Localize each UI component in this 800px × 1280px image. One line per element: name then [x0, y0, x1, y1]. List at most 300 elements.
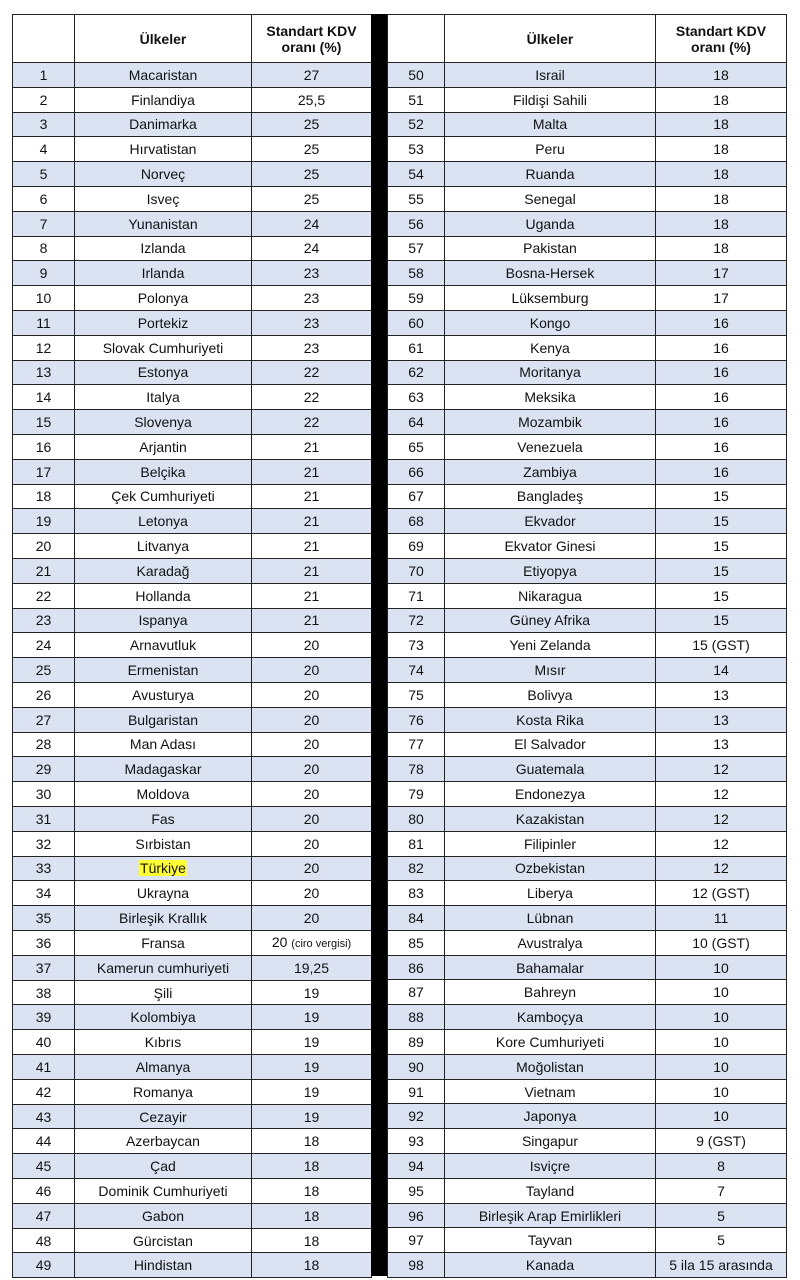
- table-row: [388, 1030, 787, 1055]
- country-cell: Senegal: [445, 186, 656, 211]
- rate-cell: [656, 1079, 787, 1104]
- table-row: [388, 534, 787, 559]
- table-row: [388, 410, 787, 435]
- rate-value: 16: [713, 364, 729, 381]
- country-cell: Fas: [75, 806, 252, 831]
- table-row: [13, 658, 372, 683]
- row-number: 70: [388, 558, 445, 583]
- table-row: [13, 385, 372, 410]
- country-cell: Ispanya: [75, 608, 252, 633]
- table-row: [388, 1079, 787, 1104]
- country-cell: Ukrayna: [75, 881, 252, 906]
- rate-cell: [252, 1104, 372, 1129]
- left-table-panel: [12, 14, 371, 1278]
- vat-table-right: [387, 14, 787, 1278]
- row-number: 54: [388, 162, 445, 187]
- country-cell: Litvanya: [75, 534, 252, 559]
- row-number: 52: [388, 112, 445, 137]
- vat-table-left: [12, 14, 372, 1278]
- row-number: 24: [13, 633, 75, 658]
- rate-value: 21: [303, 438, 320, 455]
- rate-value: 18: [713, 116, 729, 133]
- rate-cell: [252, 980, 372, 1005]
- rate-cell: [656, 1054, 787, 1079]
- country-cell: Bahamalar: [445, 955, 656, 980]
- rate-value: 23: [303, 290, 320, 307]
- row-number: 37: [13, 955, 75, 980]
- row-number: 9: [13, 261, 75, 286]
- rate-cell: [252, 1129, 372, 1154]
- country-cell: Hindistan: [75, 1253, 252, 1278]
- country-cell: Gabon: [75, 1203, 252, 1228]
- row-number: 92: [388, 1104, 445, 1129]
- rate-cell: [656, 757, 787, 782]
- row-number: 33: [13, 856, 75, 881]
- table-row: [388, 1129, 787, 1154]
- rate-value: 10 (GST): [692, 934, 750, 951]
- table-body-right: [388, 63, 787, 1278]
- table-row: [13, 186, 372, 211]
- row-number: 65: [388, 434, 445, 459]
- rate-cell: [252, 261, 372, 286]
- table-row: [388, 757, 787, 782]
- row-number: 20: [13, 534, 75, 559]
- row-number: 53: [388, 137, 445, 162]
- table-row: [388, 1104, 787, 1129]
- table-row: [13, 1228, 372, 1253]
- rate-cell: [252, 211, 372, 236]
- table-row: [388, 633, 787, 658]
- rate-value: 20: [303, 736, 320, 753]
- rate-value: 20: [303, 810, 320, 827]
- rate-value: 12: [713, 860, 729, 877]
- row-number: 78: [388, 757, 445, 782]
- country-cell: Mısır: [445, 658, 656, 683]
- row-number: 86: [388, 955, 445, 980]
- table-row: [13, 558, 372, 583]
- row-number: 89: [388, 1030, 445, 1055]
- right-table-panel: [387, 14, 786, 1278]
- rate-value: 19: [303, 1058, 320, 1075]
- rate-cell: [252, 906, 372, 931]
- rate-cell: [656, 732, 787, 757]
- rate-value: 18: [303, 1207, 320, 1224]
- rate-value: 23: [303, 265, 320, 282]
- rate-value: 24: [303, 215, 320, 232]
- country-cell: Man Adası: [75, 732, 252, 757]
- rate-cell: [252, 112, 372, 137]
- header-rate: [656, 15, 787, 63]
- country-cell: Belçika: [75, 459, 252, 484]
- country-cell: Filipinler: [445, 831, 656, 856]
- country-cell: Karadağ: [75, 558, 252, 583]
- rate-cell: [252, 360, 372, 385]
- row-number: 27: [13, 707, 75, 732]
- table-row: [388, 112, 787, 137]
- rate-value: 20: [303, 662, 320, 679]
- row-number: 74: [388, 658, 445, 683]
- rate-value: 21: [303, 538, 320, 555]
- country-cell: Singapur: [445, 1129, 656, 1154]
- rate-value: 13: [713, 686, 729, 703]
- country-cell: Portekiz: [75, 310, 252, 335]
- country-cell: Ermenistan: [75, 658, 252, 683]
- rate-value: 21: [303, 463, 320, 480]
- country-cell: Moğolistan: [445, 1054, 656, 1079]
- rate-value: 22: [303, 389, 320, 406]
- country-cell: Polonya: [75, 286, 252, 311]
- rate-value: 19,25: [293, 959, 330, 976]
- rate-value: 20: [303, 761, 320, 778]
- row-number: 95: [388, 1178, 445, 1203]
- table-row: [388, 558, 787, 583]
- table-row: [388, 782, 787, 807]
- country-cell: Çek Cumhuriyeti: [75, 484, 252, 509]
- table-row: [13, 856, 372, 881]
- row-number: 16: [13, 434, 75, 459]
- rate-value: 10: [713, 1058, 729, 1075]
- row-number: 30: [13, 782, 75, 807]
- row-number: 11: [13, 310, 75, 335]
- rate-cell: [252, 137, 372, 162]
- row-number: 77: [388, 732, 445, 757]
- rate-cell: [252, 236, 372, 261]
- rate-value: 18: [303, 1158, 320, 1175]
- country-cell: Israil: [445, 63, 656, 88]
- rate-value: 18: [303, 1133, 320, 1150]
- row-number: 91: [388, 1079, 445, 1104]
- row-number: 39: [13, 1005, 75, 1030]
- row-number: 43: [13, 1104, 75, 1129]
- header-rate-line2: oranı (%): [691, 38, 751, 55]
- rate-cell: [252, 1055, 372, 1080]
- table-row: [13, 1253, 372, 1278]
- row-number: 6: [13, 186, 75, 211]
- row-number: 13: [13, 360, 75, 385]
- row-number: 57: [388, 236, 445, 261]
- rate-value: 15: [713, 488, 729, 505]
- table-row: [388, 484, 787, 509]
- country-cell: Kolombiya: [75, 1005, 252, 1030]
- country-cell: Lüksemburg: [445, 286, 656, 311]
- rate-value: 18: [713, 91, 729, 108]
- table-row: [388, 459, 787, 484]
- country-cell: Kanada: [445, 1253, 656, 1278]
- rate-cell: [252, 707, 372, 732]
- rate-cell: [656, 261, 787, 286]
- country-cell: Kamboçya: [445, 1005, 656, 1030]
- rate-value: 18: [303, 1182, 320, 1199]
- row-number: 67: [388, 484, 445, 509]
- rate-value: 21: [303, 513, 320, 530]
- row-number: 10: [13, 286, 75, 311]
- rate-cell: [656, 87, 787, 112]
- row-number: 4: [13, 137, 75, 162]
- country-cell: Kıbrıs: [75, 1030, 252, 1055]
- country-cell: Isviçre: [445, 1154, 656, 1179]
- header-rate-line1: Standart KDV: [266, 22, 357, 39]
- rate-cell: [656, 385, 787, 410]
- rate-cell: [656, 410, 787, 435]
- country-cell: Endonezya: [445, 782, 656, 807]
- rate-value: 15: [713, 513, 729, 530]
- country-cell: Malta: [445, 112, 656, 137]
- rate-cell: [252, 1030, 372, 1055]
- row-number: 71: [388, 583, 445, 608]
- table-row: [388, 385, 787, 410]
- country-cell: Sırbistan: [75, 831, 252, 856]
- table-row: [13, 261, 372, 286]
- row-number: 96: [388, 1203, 445, 1228]
- rate-value: 16: [713, 414, 729, 431]
- country-cell: Slovenya: [75, 410, 252, 435]
- table-row: [388, 509, 787, 534]
- country-cell: [75, 856, 252, 881]
- rate-value: 19: [303, 1034, 320, 1051]
- rate-value: 18: [713, 240, 729, 257]
- rate-cell: [656, 881, 787, 906]
- rate-value: 20: [271, 933, 288, 950]
- rate-cell: [252, 310, 372, 335]
- table-row: [388, 583, 787, 608]
- rate-cell: [252, 633, 372, 658]
- table-row: [13, 236, 372, 261]
- country-cell: Zambiya: [445, 459, 656, 484]
- table-row: [388, 707, 787, 732]
- row-number: 49: [13, 1253, 75, 1278]
- rate-cell: [656, 707, 787, 732]
- rate-value: 16: [713, 339, 729, 356]
- rate-value: 18: [303, 1232, 320, 1249]
- rate-cell: [656, 112, 787, 137]
- rate-value: 24: [303, 240, 320, 257]
- rate-value: 10: [713, 959, 729, 976]
- country-cell: Güney Afrika: [445, 608, 656, 633]
- rate-cell: [252, 534, 372, 559]
- rate-value: 17: [713, 290, 729, 307]
- header-no: [388, 15, 445, 63]
- table-row: [13, 162, 372, 187]
- header-rate-line1: Standart KDV: [675, 22, 767, 39]
- country-cell: Irlanda: [75, 261, 252, 286]
- header-country: Ülkeler: [75, 15, 252, 63]
- table-row: [388, 434, 787, 459]
- rate-value: 16: [713, 438, 729, 455]
- rate-cell: [656, 583, 787, 608]
- table-row: [388, 1154, 787, 1179]
- table-row: [388, 335, 787, 360]
- country-cell: Ekvator Ginesi: [445, 534, 656, 559]
- rate-value: 17: [713, 265, 729, 282]
- rate-cell: [252, 955, 372, 980]
- country-cell: Bangladeş: [445, 484, 656, 509]
- row-number: 12: [13, 335, 75, 360]
- rate-cell: [252, 186, 372, 211]
- row-number: 15: [13, 410, 75, 435]
- row-number: 79: [388, 782, 445, 807]
- header-country: Ülkeler: [445, 15, 656, 63]
- country-cell: Romanya: [75, 1079, 252, 1104]
- rate-value: 12 (GST): [692, 885, 750, 902]
- row-number: 60: [388, 310, 445, 335]
- rate-value: 10: [713, 1083, 729, 1100]
- row-number: 2: [13, 87, 75, 112]
- country-cell: Liberya: [445, 881, 656, 906]
- country-cell: Çad: [75, 1154, 252, 1179]
- rate-value: 23: [303, 339, 320, 356]
- table-row: [388, 186, 787, 211]
- table-row: [388, 1178, 787, 1203]
- rate-cell: [656, 831, 787, 856]
- table-row: [13, 782, 372, 807]
- rate-cell: [252, 410, 372, 435]
- row-number: 34: [13, 881, 75, 906]
- row-number: 62: [388, 360, 445, 385]
- table-row: [13, 112, 372, 137]
- rate-cell: [656, 1228, 787, 1253]
- rate-value: 21: [303, 612, 320, 629]
- country-cell: Kongo: [445, 310, 656, 335]
- rate-cell: [656, 1129, 787, 1154]
- row-number: 46: [13, 1179, 75, 1204]
- rate-cell: [656, 162, 787, 187]
- row-number: 68: [388, 509, 445, 534]
- rate-value: 18: [713, 66, 729, 83]
- table-row: [13, 410, 372, 435]
- country-cell: Fildişi Sahili: [445, 87, 656, 112]
- rate-value: 12: [713, 761, 729, 778]
- country-cell: Mozambik: [445, 410, 656, 435]
- table-row: [13, 360, 372, 385]
- rate-value: 16: [713, 389, 729, 406]
- country-cell: Bahreyn: [445, 980, 656, 1005]
- table-row: [13, 831, 372, 856]
- row-number: 1: [13, 63, 75, 88]
- country-cell: Moldova: [75, 782, 252, 807]
- table-row: [388, 162, 787, 187]
- table-row: [13, 286, 372, 311]
- rate-cell: [252, 881, 372, 906]
- country-cell: Bulgaristan: [75, 707, 252, 732]
- rate-value: 18: [303, 1257, 320, 1274]
- row-number: 75: [388, 682, 445, 707]
- country-cell: Macaristan: [75, 63, 252, 88]
- table-row: [388, 1005, 787, 1030]
- country-cell: Vietnam: [445, 1079, 656, 1104]
- row-number: 84: [388, 906, 445, 931]
- country-cell: Birleşik Arap Emirlikleri: [445, 1203, 656, 1228]
- table-row: [13, 906, 372, 931]
- row-number: 41: [13, 1055, 75, 1080]
- table-row: [13, 484, 372, 509]
- rate-cell: [656, 1154, 787, 1179]
- rate-value: 10: [713, 1033, 729, 1050]
- table-row: [388, 310, 787, 335]
- rate-cell: [252, 583, 372, 608]
- rate-value: 21: [303, 587, 320, 604]
- row-number: 40: [13, 1030, 75, 1055]
- country-cell: Kamerun cumhuriyeti: [75, 955, 252, 980]
- country-cell: Bolivya: [445, 682, 656, 707]
- row-number: 26: [13, 682, 75, 707]
- table-row: [388, 87, 787, 112]
- table-row: [13, 63, 372, 88]
- table-row: [388, 881, 787, 906]
- rate-cell: [252, 1253, 372, 1278]
- country-cell: Almanya: [75, 1055, 252, 1080]
- rate-value: 8: [717, 1157, 725, 1174]
- country-cell: El Salvador: [445, 732, 656, 757]
- table-row: [388, 236, 787, 261]
- row-number: 61: [388, 335, 445, 360]
- rate-value: 15: [713, 562, 729, 579]
- row-number: 38: [13, 980, 75, 1005]
- rate-cell: [656, 1030, 787, 1055]
- rate-value: 5 ila 15 arasında: [669, 1257, 773, 1274]
- rate-cell: [656, 558, 787, 583]
- table-row: [388, 63, 787, 88]
- table-row: [388, 955, 787, 980]
- rate-value: 20: [303, 711, 320, 728]
- row-number: 56: [388, 211, 445, 236]
- table-row: [13, 583, 372, 608]
- rate-value: 5: [717, 1232, 725, 1249]
- table-row: [13, 757, 372, 782]
- table-row: [13, 434, 372, 459]
- row-number: 47: [13, 1203, 75, 1228]
- table-row: [388, 980, 787, 1005]
- rate-value: 5: [717, 1207, 725, 1224]
- rate-cell: [656, 534, 787, 559]
- table-row: [388, 286, 787, 311]
- rate-value: 10: [713, 1108, 729, 1125]
- row-number: 93: [388, 1129, 445, 1154]
- country-cell: Fransa: [75, 930, 252, 955]
- rate-cell: [252, 806, 372, 831]
- row-number: 81: [388, 831, 445, 856]
- country-cell: Arjantin: [75, 434, 252, 459]
- rate-cell: [656, 335, 787, 360]
- table-row: [13, 1079, 372, 1104]
- rate-cell: [656, 459, 787, 484]
- country-cell: Dominik Cumhuriyeti: [75, 1179, 252, 1204]
- rate-cell: [252, 1179, 372, 1204]
- rate-value: 15: [713, 612, 729, 629]
- header-rate-line2: oranı (%): [281, 38, 342, 55]
- table-row: [388, 930, 787, 955]
- rate-cell: [656, 1203, 787, 1228]
- rate-cell: [252, 484, 372, 509]
- row-number: 17: [13, 459, 75, 484]
- row-number: 14: [13, 385, 75, 410]
- rate-cell: [656, 1104, 787, 1129]
- row-number: 94: [388, 1154, 445, 1179]
- table-row: [388, 658, 787, 683]
- row-number: 22: [13, 583, 75, 608]
- row-number: 73: [388, 633, 445, 658]
- table-row: [388, 1054, 787, 1079]
- rate-value: 19: [303, 1083, 320, 1100]
- rate-cell: [252, 1079, 372, 1104]
- rate-cell: [656, 63, 787, 88]
- table-row: [13, 980, 372, 1005]
- row-number: 44: [13, 1129, 75, 1154]
- rate-cell: [656, 608, 787, 633]
- rate-value: 25: [303, 141, 320, 158]
- column-divider: [371, 14, 387, 1276]
- rate-cell: [656, 906, 787, 931]
- row-number: 88: [388, 1005, 445, 1030]
